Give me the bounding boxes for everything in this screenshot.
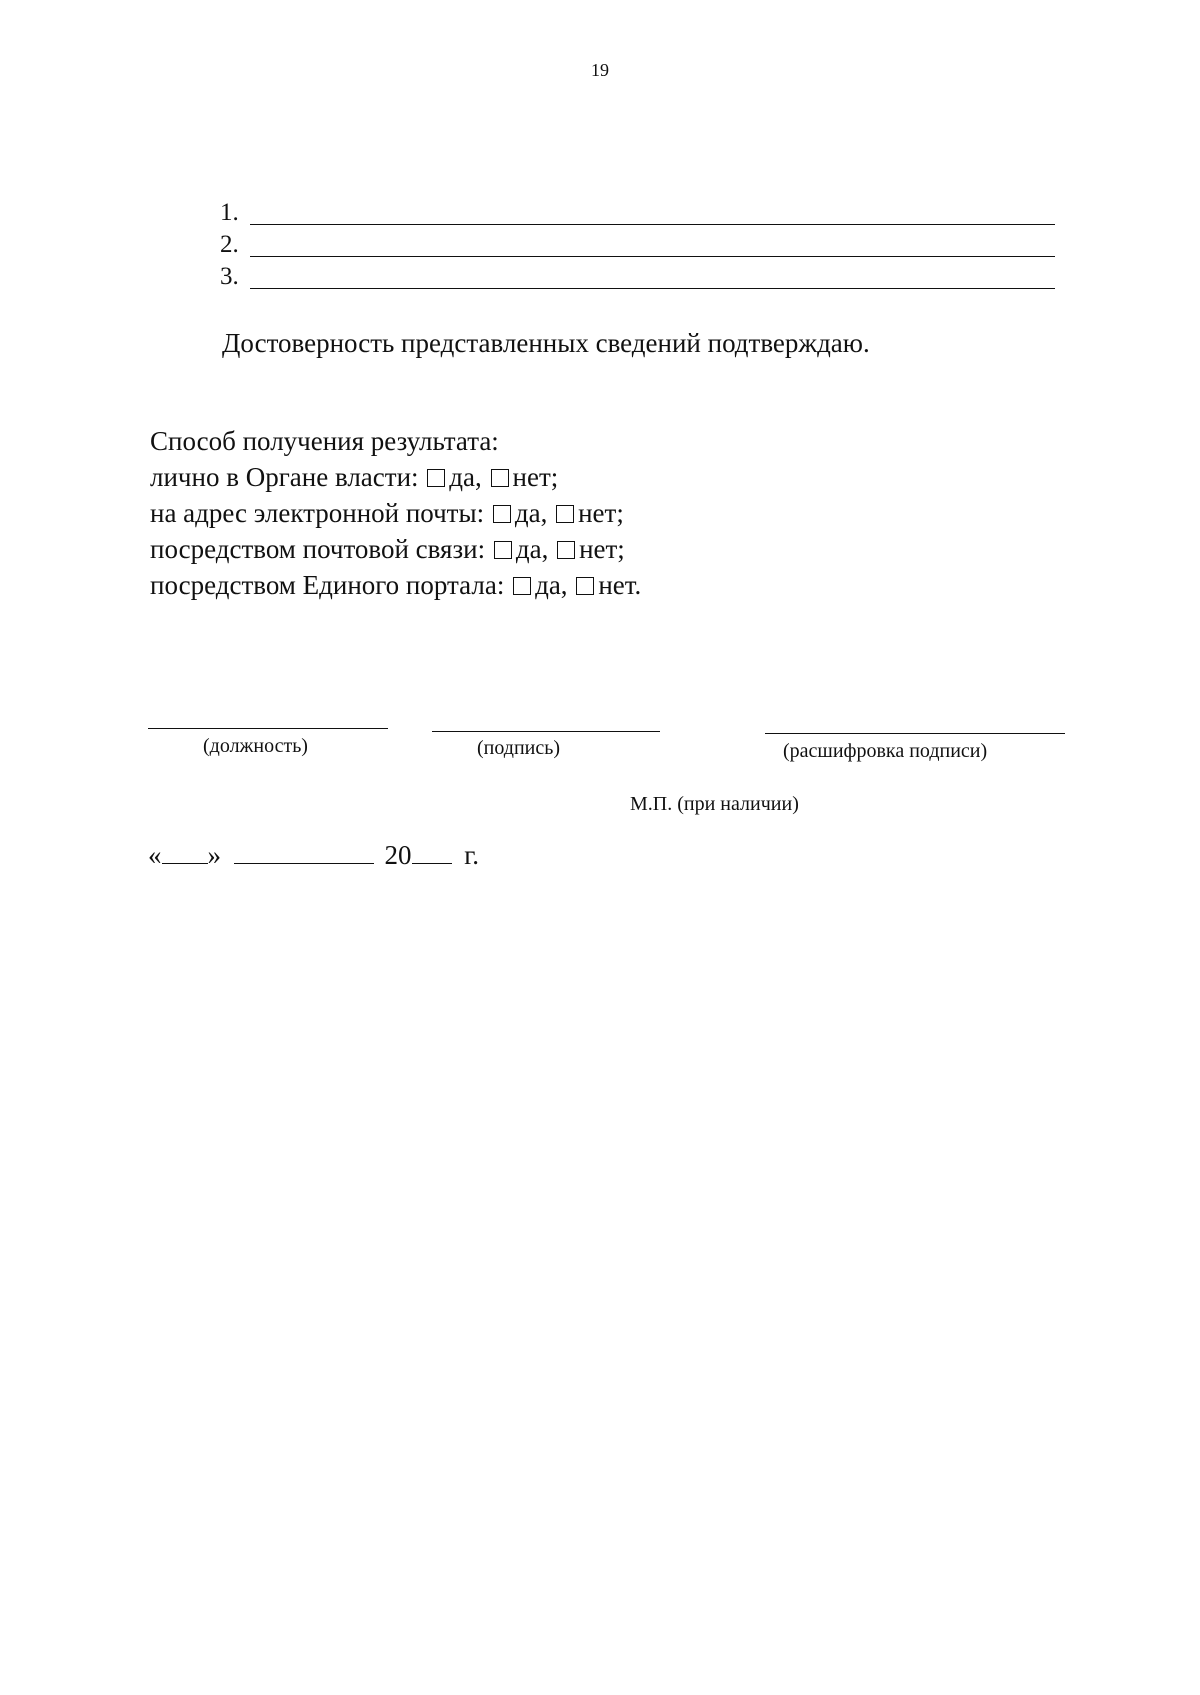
list-item-number: 1. [220, 199, 239, 226]
yes-checkbox[interactable] [427, 469, 445, 487]
option-label: лично в Органе власти: [150, 462, 419, 492]
yes-checkbox[interactable] [494, 541, 512, 559]
list-item-number: 2. [220, 231, 239, 258]
position-blank-line[interactable] [148, 728, 388, 729]
result-method-option [150, 495, 641, 531]
yes-label: да, [514, 498, 548, 528]
decoding-blank-line[interactable] [765, 733, 1065, 734]
day-blank[interactable] [162, 841, 208, 864]
option-label: посредством Единого портала: [150, 570, 505, 600]
year-blank[interactable] [412, 841, 452, 864]
no-label: нет; [578, 498, 624, 528]
date-line [148, 840, 479, 871]
no-checkbox[interactable] [557, 541, 575, 559]
date-year-suffix: г. [464, 840, 480, 870]
confirmation-statement: Достоверность представленных сведений подтверждаю. [222, 328, 870, 358]
yes-checkbox[interactable] [493, 505, 511, 523]
list-item-blank-line[interactable] [250, 256, 1055, 257]
no-label: нет. [598, 570, 642, 600]
position-caption: (должность) [203, 735, 308, 757]
numbered-list [220, 195, 1055, 291]
signature-blank-line[interactable] [432, 731, 660, 732]
result-method-option [150, 531, 641, 567]
list-item-number: 3. [220, 263, 239, 290]
result-method-heading: Способ получения результата: [150, 426, 499, 456]
yes-label: да, [515, 534, 549, 564]
option-label: посредством почтовой связи: [150, 534, 486, 564]
result-method-option [150, 567, 641, 603]
date-close-quote: » [207, 840, 221, 870]
list-item-blank-line[interactable] [250, 288, 1055, 289]
no-label: нет; [512, 462, 559, 492]
list-item [220, 195, 1055, 227]
no-label: нет; [579, 534, 625, 564]
no-checkbox[interactable] [556, 505, 574, 523]
option-label: на адрес электронной почты: [150, 498, 485, 528]
yes-checkbox[interactable] [513, 577, 531, 595]
stamp-label: М.П. (при наличии) [630, 793, 799, 815]
decoding-caption: (расшифровка подписи) [783, 740, 988, 762]
date-open-quote: « [148, 840, 162, 870]
month-blank[interactable] [234, 841, 374, 864]
date-century: 20 [384, 840, 412, 870]
signature-caption: (подпись) [477, 737, 561, 759]
yes-label: да, [449, 462, 482, 492]
list-item [220, 227, 1055, 259]
result-method-section [150, 423, 641, 603]
yes-label: да, [535, 570, 568, 600]
no-checkbox[interactable] [491, 469, 509, 487]
list-item [220, 259, 1055, 291]
result-method-option [150, 459, 641, 495]
list-item-blank-line[interactable] [250, 224, 1055, 225]
page-number: 19 [591, 60, 609, 80]
no-checkbox[interactable] [576, 577, 594, 595]
